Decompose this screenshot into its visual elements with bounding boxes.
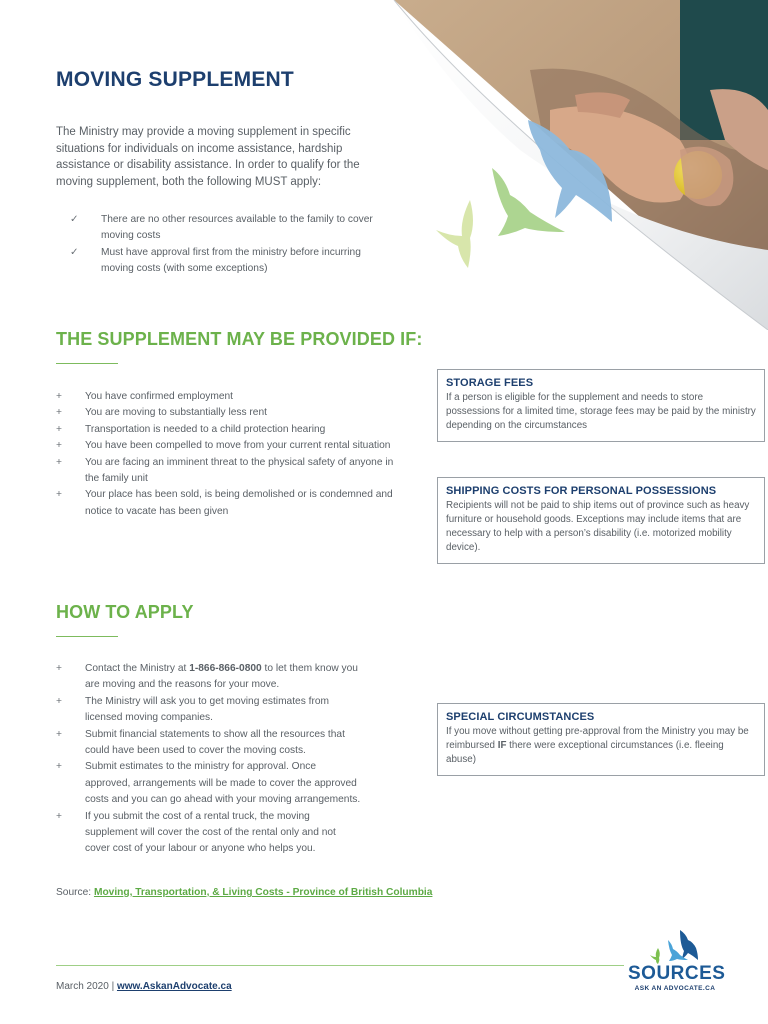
section-divider [56, 636, 118, 637]
ministry-phone[interactable]: 1-866-866-0800 [189, 663, 262, 674]
logo-tagline: ASK AN ADVOCATE.CA [634, 985, 716, 992]
list-item: + Contact the Ministry at 1-866-866-0800 to let them know you are moving and the reasons for your move. [56, 663, 358, 691]
requirements-list [70, 212, 390, 278]
footer-date: March 2020 [56, 981, 109, 992]
source-link[interactable]: Moving, Transportation, & Living Costs - Province of British Columbia [93, 887, 433, 898]
list-item: + You have confirmed employment [56, 389, 401, 405]
shipping-costs-title: SHIPPING COSTS FOR PERSONAL POSSESSIONS [446, 485, 717, 497]
birds-logo-icon [650, 928, 700, 964]
source-line: Source: Moving, Transportation, & Living Costs - Province of British Columbia [56, 887, 433, 898]
list-item: + Submit estimates to the ministry for approval. Once approved, arrangements will be made to cover the approved costs and you can go ahead with your moving arrangements. [56, 761, 361, 806]
plus-bullet-icon: + [56, 761, 62, 773]
how-to-apply-heading: HOW TO APPLY [56, 602, 194, 622]
list-item: + You are facing an imminent threat to the physical safety of anyone in the family unit [56, 456, 394, 485]
special-circumstances-box [437, 703, 765, 776]
hero-photo [380, 0, 768, 330]
shipping-costs-body: Recipients will not be paid to ship items out of province such as heavy furniture or household goods. Exceptions may include items that are necessary to help with a person’s disability (i.e. motorized mobility device). [446, 500, 750, 553]
plus-bullet-icon: + [56, 456, 62, 468]
list-item: + You are moving to substantially less rent [56, 405, 401, 421]
provided-if-list [56, 389, 401, 520]
list-item: + Submit financial statements to show all the resources that could have been used to cover the moving costs. [56, 728, 345, 757]
page-title: MOVING SUPPLEMENT [56, 68, 294, 91]
list-item: + Transportation is needed to a child protection hearing [56, 422, 401, 438]
list-item: + You have been compelled to move from your current rental situation [56, 438, 401, 454]
plus-bullet-icon: + [56, 407, 62, 419]
plus-bullet-icon: + [56, 810, 62, 822]
intro-paragraph: The Ministry may provide a moving supplement in specific situations for individuals on income assistance, hardship assistance or disability assistance. In order to qualify for the moving supplement, both the following MUST apply: [56, 126, 360, 188]
shipping-costs-box [437, 477, 765, 564]
plus-bullet-icon: + [56, 440, 62, 452]
section-divider [56, 363, 118, 364]
footer: March 2020 | www.AskanAdvocate.ca [56, 981, 232, 992]
sources-logo [628, 928, 726, 992]
plus-bullet-icon: + [56, 663, 62, 674]
plus-bullet-icon: + [56, 489, 62, 501]
bird-logo-small-yellow [436, 200, 473, 268]
check-mark-icon: ✓ [70, 214, 79, 225]
list-item: ✓ Must have approval first from the ministry before incurring moving costs (with some exceptions) [70, 246, 361, 275]
plus-bullet-icon: + [56, 728, 62, 740]
storage-fees-title: STORAGE FEES [446, 377, 534, 389]
footer-divider [56, 965, 624, 966]
plus-bullet-icon: + [56, 695, 62, 707]
storage-fees-box [437, 369, 765, 442]
check-mark-icon: ✓ [70, 246, 79, 258]
provided-if-heading: THE SUPPLEMENT MAY BE PROVIDED IF: [56, 329, 423, 349]
list-item: + If you submit the cost of a rental truck, the moving supplement will cover the cost of the rental only and not cover cost of your labour or anyone who helps you. [56, 810, 336, 855]
plus-bullet-icon: + [56, 423, 62, 435]
list-item: + Your place has been sold, is being demolished or is condemned and notice to vacate has been given [56, 489, 393, 517]
storage-fees-body: If a person is eligible for the supplement and needs to store possessions for a limited time, storage fees may be paid by the ministry depending on the circumstances [446, 392, 756, 431]
special-circumstances-title: SPECIAL CIRCUMSTANCES [446, 711, 595, 723]
how-to-apply-list [56, 661, 361, 858]
website-link[interactable]: www.AskanAdvocate.ca [116, 981, 232, 992]
special-circumstances-body: If you move without getting pre-approval from the Ministry you may be reimbursed IF there were exceptional circumstances (i.e. fleeing abuse) [446, 726, 749, 765]
plus-bullet-icon: + [56, 391, 62, 402]
logo-name: SOURCES [628, 963, 726, 984]
list-item: ✓ There are no other resources available to the family to cover moving costs [70, 214, 373, 242]
list-item: + The Ministry will ask you to get moving estimates from licensed moving companies. [56, 695, 330, 724]
